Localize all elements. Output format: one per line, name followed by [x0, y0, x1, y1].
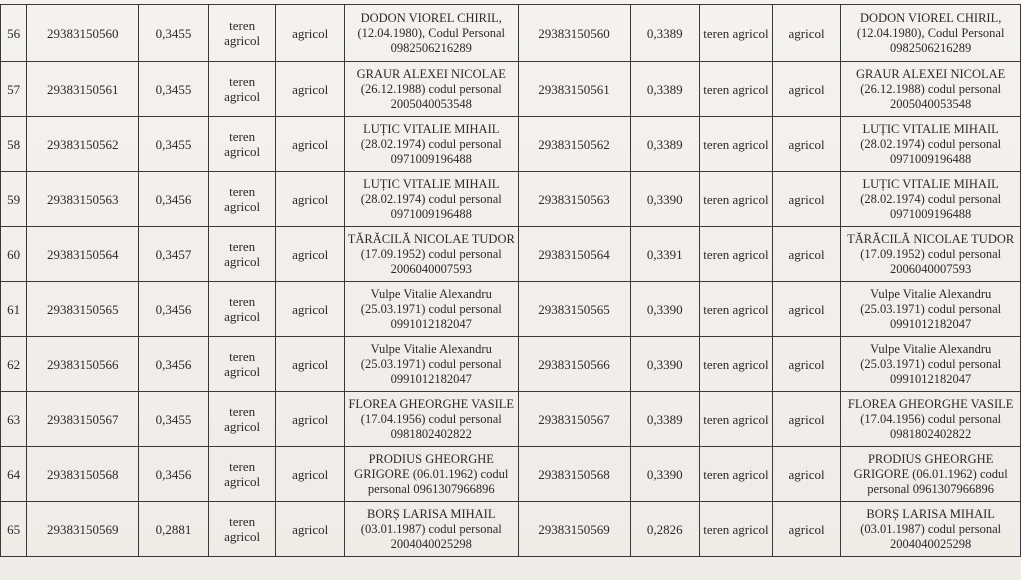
cadastral-number-after: 29383150563	[518, 172, 630, 227]
cadastral-number-before: 29383150566	[27, 337, 139, 392]
land-type-before: teren agricol	[208, 502, 276, 557]
land-type-before: teren agricol	[208, 282, 276, 337]
area-after: 0,3389	[630, 5, 700, 62]
land-category-before: agricol	[276, 447, 345, 502]
land-category-after: agricol	[772, 502, 841, 557]
land-category-before: agricol	[276, 282, 345, 337]
owner-before: BORȘ LARISA MIHAIL (03.01.1987) codul personal 2004040025298	[345, 502, 519, 557]
land-category-before: agricol	[276, 502, 345, 557]
area-before: 0,3455	[139, 392, 209, 447]
table-row	[1, 282, 1021, 337]
land-category-after: agricol	[772, 337, 841, 392]
land-type-before: teren agricol	[208, 117, 276, 172]
cadastral-number-before: 29383150560	[27, 5, 139, 62]
table-row	[1, 117, 1021, 172]
land-category-before: agricol	[276, 117, 345, 172]
land-category-before: agricol	[276, 62, 345, 117]
area-after: 0,3389	[630, 392, 700, 447]
land-type-before: teren agricol	[208, 337, 276, 392]
land-category-before: agricol	[276, 172, 345, 227]
land-category-after: agricol	[772, 117, 841, 172]
table-row	[1, 5, 1021, 62]
row-number: 56	[1, 5, 27, 62]
owner-before: GRAUR ALEXEI NICOLAE (26.12.1988) codul personal 2005040053548	[345, 62, 519, 117]
cadastral-number-after: 29383150569	[518, 502, 630, 557]
cadastral-number-before: 29383150569	[27, 502, 139, 557]
area-before: 0,3456	[139, 447, 209, 502]
row-number: 58	[1, 117, 27, 172]
land-category-after: agricol	[772, 227, 841, 282]
cadastral-number-before: 29383150567	[27, 392, 139, 447]
land-type-before: teren agricol	[208, 447, 276, 502]
land-type-after: teren agricol	[700, 62, 773, 117]
cadastral-number-before: 29383150565	[27, 282, 139, 337]
area-after: 0,3390	[630, 282, 700, 337]
land-type-before: teren agricol	[208, 227, 276, 282]
land-type-after: teren agricol	[700, 117, 773, 172]
row-number: 57	[1, 62, 27, 117]
table-row	[1, 227, 1021, 282]
area-before: 0,2881	[139, 502, 209, 557]
land-category-after: agricol	[772, 392, 841, 447]
land-type-after: teren agricol	[700, 337, 773, 392]
cadastral-number-after: 29383150564	[518, 227, 630, 282]
cadastral-number-before: 29383150561	[27, 62, 139, 117]
cadastral-number-after: 29383150560	[518, 5, 630, 62]
cadastral-number-after: 29383150568	[518, 447, 630, 502]
area-before: 0,3456	[139, 172, 209, 227]
land-type-before: teren agricol	[208, 392, 276, 447]
table-row	[1, 172, 1021, 227]
area-before: 0,3455	[139, 5, 209, 62]
area-after: 0,3390	[630, 447, 700, 502]
table-row	[1, 392, 1021, 447]
owner-after: Vulpe Vitalie Alexandru (25.03.1971) codul personal 0991012182047	[841, 337, 1021, 392]
land-type-after: teren agricol	[700, 282, 773, 337]
table-row	[1, 337, 1021, 392]
table-row	[1, 447, 1021, 502]
owner-before: PRODIUS GHEORGHE GRIGORE (06.01.1962) codul personal 0961307966896	[345, 447, 519, 502]
area-before: 0,3455	[139, 117, 209, 172]
row-number: 59	[1, 172, 27, 227]
area-before: 0,3456	[139, 282, 209, 337]
land-category-before: agricol	[276, 227, 345, 282]
owner-before: LUȚIC VITALIE MIHAIL (28.02.1974) codul personal 0971009196488	[345, 117, 519, 172]
cadastral-number-after: 29383150565	[518, 282, 630, 337]
owner-before: Vulpe Vitalie Alexandru (25.03.1971) codul personal 0991012182047	[345, 282, 519, 337]
cadastral-number-after: 29383150567	[518, 392, 630, 447]
owner-after: LUȚIC VITALIE MIHAIL (28.02.1974) codul personal 0971009196488	[841, 172, 1021, 227]
area-before: 0,3455	[139, 62, 209, 117]
land-category-after: agricol	[772, 62, 841, 117]
owner-after: PRODIUS GHEORGHE GRIGORE (06.01.1962) codul personal 0961307966896	[841, 447, 1021, 502]
land-type-before: teren agricol	[208, 5, 276, 62]
cadastral-number-after: 29383150566	[518, 337, 630, 392]
land-category-after: agricol	[772, 447, 841, 502]
owner-after: BORȘ LARISA MIHAIL (03.01.1987) codul personal 2004040025298	[841, 502, 1021, 557]
land-type-before: teren agricol	[208, 62, 276, 117]
parcel-table-body	[1, 5, 1021, 557]
land-type-after: teren agricol	[700, 5, 773, 62]
cadastral-number-before: 29383150562	[27, 117, 139, 172]
row-number: 61	[1, 282, 27, 337]
land-type-after: teren agricol	[700, 502, 773, 557]
row-number: 63	[1, 392, 27, 447]
area-after: 0,3390	[630, 337, 700, 392]
table-row	[1, 62, 1021, 117]
owner-before: LUȚIC VITALIE MIHAIL (28.02.1974) codul personal 0971009196488	[345, 172, 519, 227]
owner-before: FLOREA GHEORGHE VASILE (17.04.1956) codul personal 0981802402822	[345, 392, 519, 447]
owner-before: Vulpe Vitalie Alexandru (25.03.1971) codul personal 0991012182047	[345, 337, 519, 392]
area-after: 0,3389	[630, 62, 700, 117]
owner-after: GRAUR ALEXEI NICOLAE (26.12.1988) codul personal 2005040053548	[841, 62, 1021, 117]
area-after: 0,3391	[630, 227, 700, 282]
cadastral-number-after: 29383150562	[518, 117, 630, 172]
owner-before: DODON VIOREL CHIRIL, (12.04.1980), Codul Personal 0982506216289	[345, 5, 519, 62]
land-type-after: teren agricol	[700, 227, 773, 282]
owner-after: LUȚIC VITALIE MIHAIL (28.02.1974) codul personal 0971009196488	[841, 117, 1021, 172]
cadastral-number-before: 29383150563	[27, 172, 139, 227]
land-category-after: agricol	[772, 5, 841, 62]
land-category-before: agricol	[276, 5, 345, 62]
cadastral-number-before: 29383150568	[27, 447, 139, 502]
land-type-after: teren agricol	[700, 172, 773, 227]
area-after: 0,2826	[630, 502, 700, 557]
land-category-before: agricol	[276, 392, 345, 447]
parcel-table	[0, 4, 1021, 557]
cadastral-number-before: 29383150564	[27, 227, 139, 282]
owner-after: FLOREA GHEORGHE VASILE (17.04.1956) codul personal 0981802402822	[841, 392, 1021, 447]
land-category-after: agricol	[772, 172, 841, 227]
row-number: 60	[1, 227, 27, 282]
row-number: 62	[1, 337, 27, 392]
area-before: 0,3456	[139, 337, 209, 392]
table-row	[1, 502, 1021, 557]
land-type-after: teren agricol	[700, 447, 773, 502]
owner-after: DODON VIOREL CHIRIL, (12.04.1980), Codul Personal 0982506216289	[841, 5, 1021, 62]
land-type-after: teren agricol	[700, 392, 773, 447]
area-before: 0,3457	[139, 227, 209, 282]
owner-before: TĂRĂCILĂ NICOLAE TUDOR (17.09.1952) codul personal 2006040007593	[345, 227, 519, 282]
owner-after: TĂRĂCILĂ NICOLAE TUDOR (17.09.1952) codul personal 2006040007593	[841, 227, 1021, 282]
area-after: 0,3390	[630, 172, 700, 227]
area-after: 0,3389	[630, 117, 700, 172]
row-number: 64	[1, 447, 27, 502]
land-category-before: agricol	[276, 337, 345, 392]
cadastral-number-after: 29383150561	[518, 62, 630, 117]
owner-after: Vulpe Vitalie Alexandru (25.03.1971) codul personal 0991012182047	[841, 282, 1021, 337]
row-number: 65	[1, 502, 27, 557]
land-category-after: agricol	[772, 282, 841, 337]
land-type-before: teren agricol	[208, 172, 276, 227]
